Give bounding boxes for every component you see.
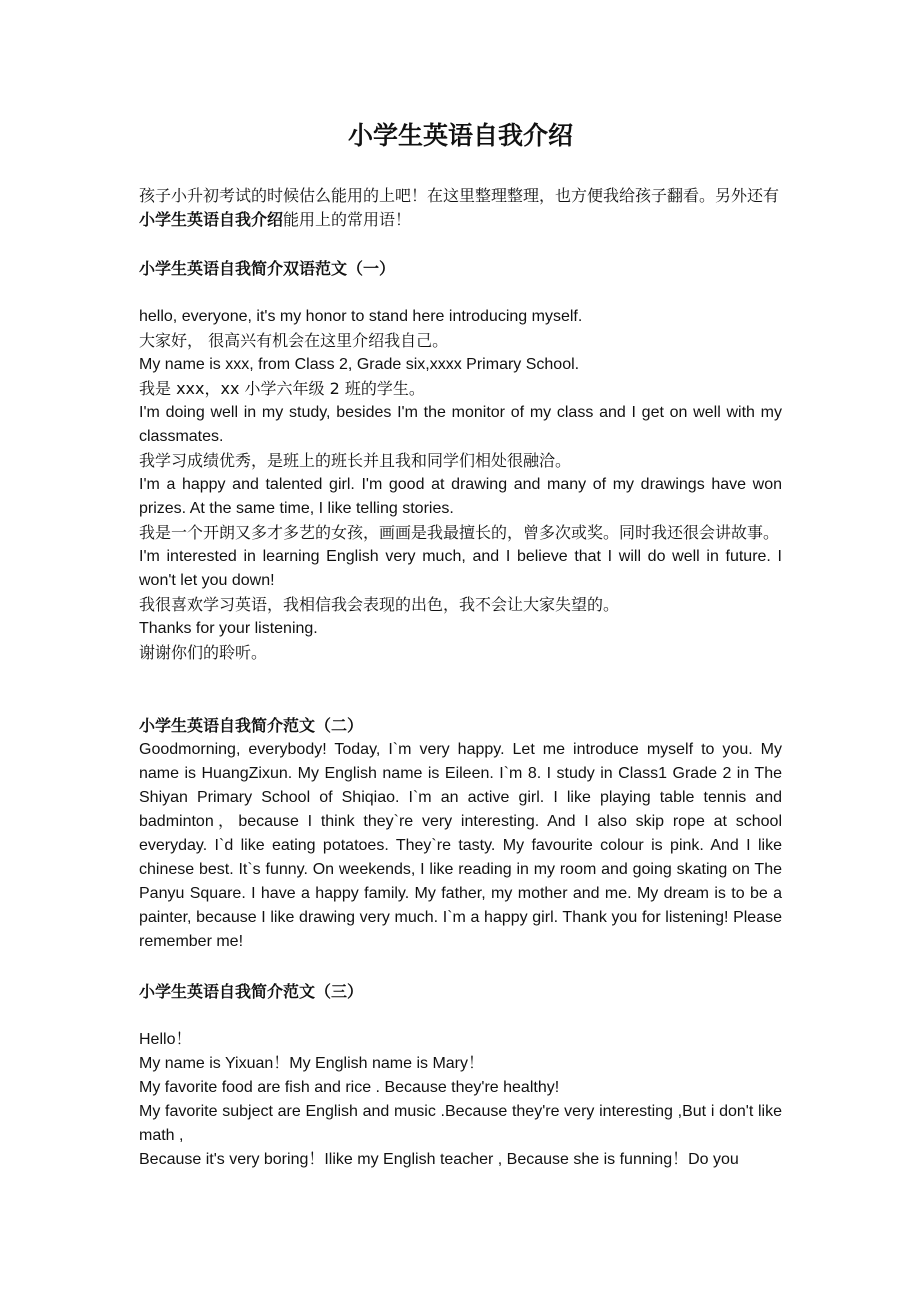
section-3-line: Because it's very boring！Ilike my English teacher , Because she is funning！Do you xyxy=(139,1151,739,1168)
section-1-line: 我学习成绩优秀，是班上的班长并且我和同学们相处很融洽。 xyxy=(139,451,572,470)
section-1-line: 谢谢你们的聆听。 xyxy=(139,643,268,662)
section-3-line: Hello！ xyxy=(139,1031,192,1048)
section-1-line: 我很喜欢学习英语，我相信我会表现的出色，我不会让大家失望的。 xyxy=(139,595,620,614)
section-1-line: My name is xxx, from Class 2, Grade six,xxxx Primary School. xyxy=(139,356,580,373)
section-1-line: I'm interested in learning English very much, and I believe that I will do well in future. I won't let you down! xyxy=(139,548,782,589)
section-3-heading: 小学生英语自我简介范文（三） xyxy=(139,982,364,1001)
intro-text-before: 孩子小升初考试的时候估么能用的上吧！在这里整理整理，也方便我给孩子翻看。另外还有 xyxy=(139,186,780,205)
section-1-line: 我是一个开朗又多才多艺的女孩，画画是我最擅长的，曾多次或奖。同时我还很会讲故事。 xyxy=(139,523,780,542)
intro-paragraph xyxy=(139,184,782,232)
section-3-line: My favorite food are fish and rice . Because they're healthy! xyxy=(139,1079,560,1096)
intro-text-after: 能用上的常用语！ xyxy=(283,210,412,229)
section-3-line: My favorite subject are English and music .Because they're very interesting ,But i don't like math , xyxy=(139,1103,782,1144)
section-2 xyxy=(139,714,782,954)
section-1-line: I'm a happy and talented girl. I'm good at drawing and many of my drawings have won prizes. At the same time, I like telling stories. xyxy=(139,476,782,517)
section-1-line: 大家好， 很高兴有机会在这里介绍我自己。 xyxy=(139,331,449,350)
section-1-line: Thanks for your listening. xyxy=(139,620,318,637)
section-2-heading: 小学生英语自我简介范文（二） xyxy=(139,716,364,735)
section-1-heading: 小学生英语自我简介双语范文（一） xyxy=(139,259,396,278)
section-1 xyxy=(139,257,782,281)
section-3-body xyxy=(139,1028,782,1172)
section-1-line: hello, everyone, it's my honor to stand here introducing myself. xyxy=(139,308,583,325)
section-3 xyxy=(139,980,782,1004)
section-1-line: I'm doing well in my study, besides I'm the monitor of my class and I get on well with my classmates. xyxy=(139,404,782,445)
document-title: 小学生英语自我介绍 xyxy=(347,121,573,150)
section-1-line: 我是 xxx，xx 小学六年级 2 班的学生。 xyxy=(139,379,425,398)
section-1-body xyxy=(139,305,782,665)
intro-bold-keyword: 小学生英语自我介绍 xyxy=(139,210,284,229)
section-3-line: My name is Yixuan！My English name is Mary！ xyxy=(139,1055,485,1072)
section-2-paragraph: Goodmorning, everybody! Today, I`m very happy. Let me introduce myself to you. My name is HuangZixun. My English name is Eileen. I`m 8. I study in Class1 Grade 2 in The Shiyan Primary School of Shiqiao. I`m an active girl. I like playing table tennis and badminton，because I think they`re very interesting. And I also skip rope at school everyday. I`d like eating potatoes. They`re tasty. My favourite colour is pink. And I like chinese best. It`s funny. On weekends, I like reading in my room and going skating on The Panyu Square. I have a happy family. My father, my mother and me. My dream is to be a painter, because I like drawing very much. I`m a happy girl. Thank you for listening! Please remember me! xyxy=(139,741,782,950)
